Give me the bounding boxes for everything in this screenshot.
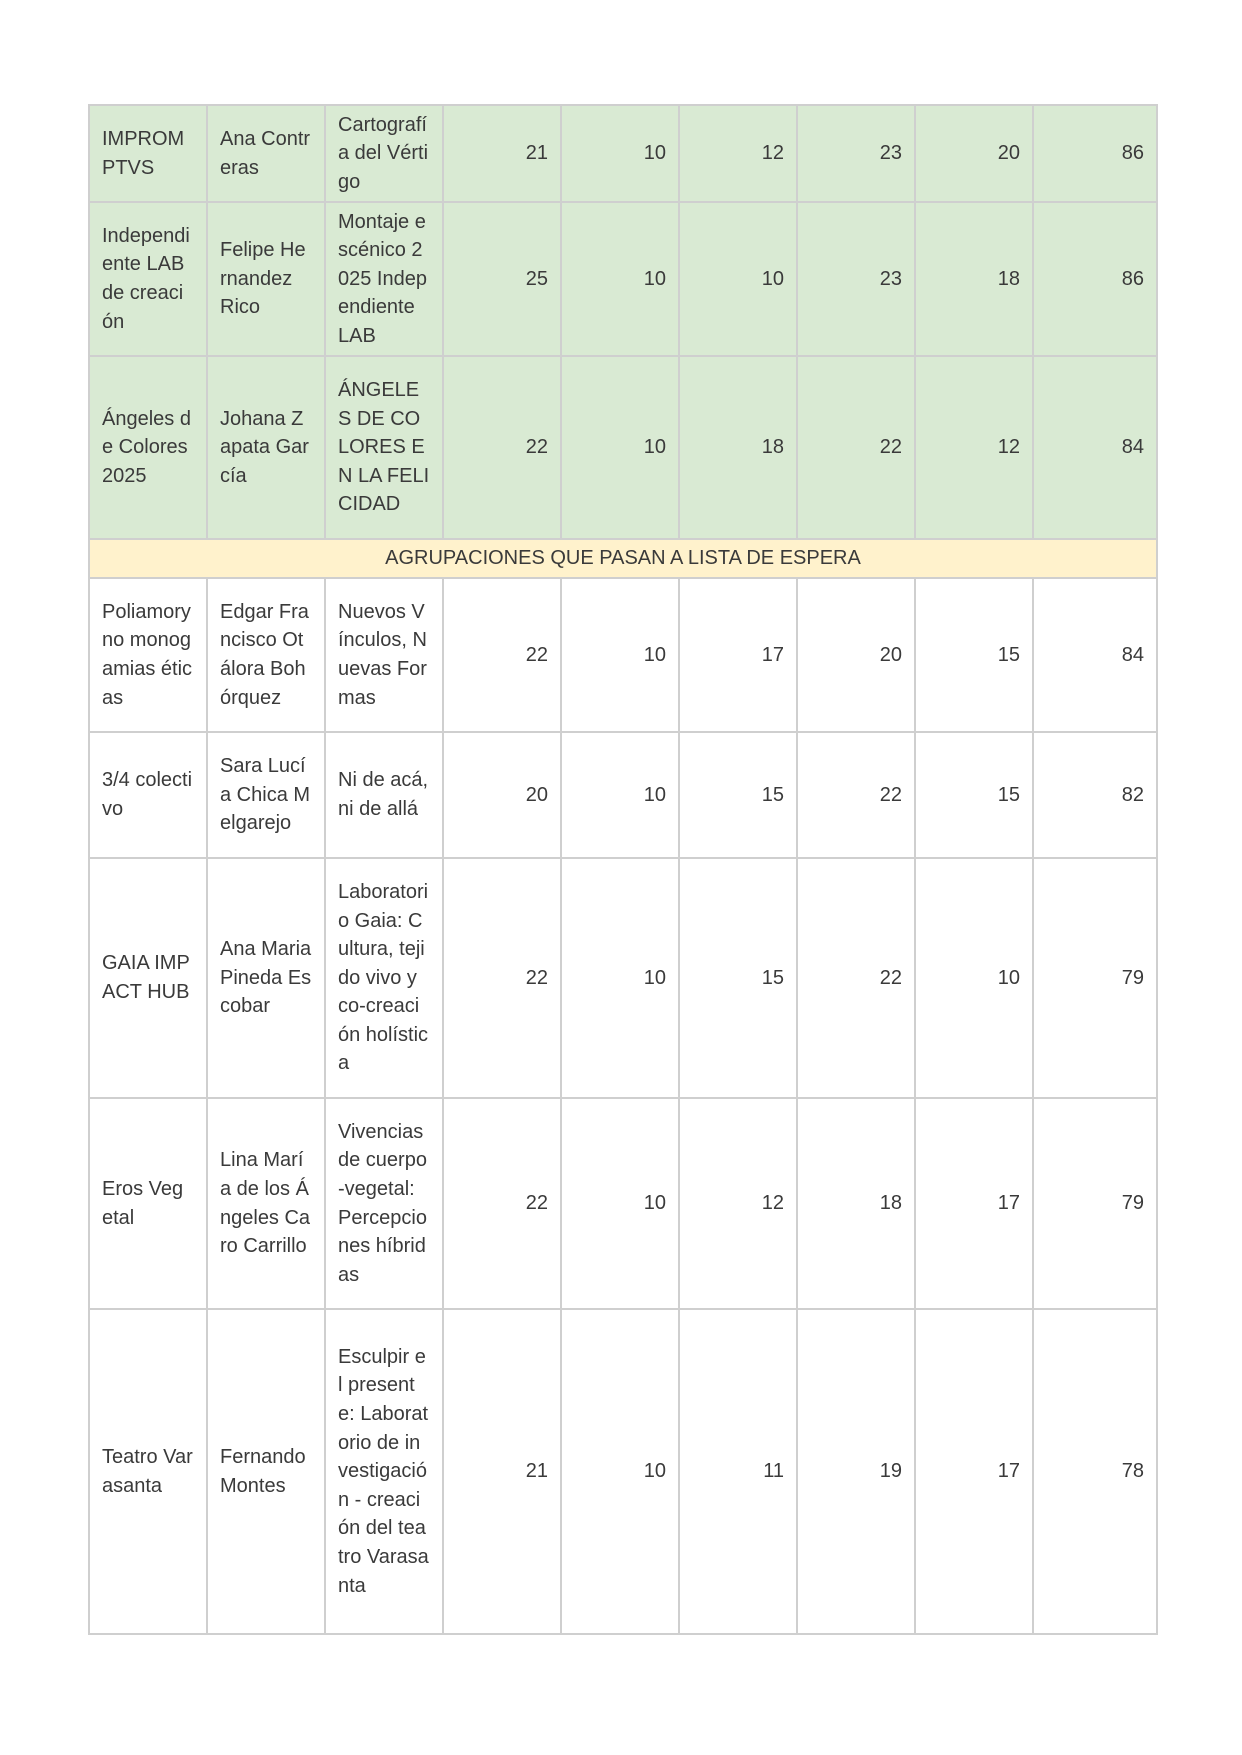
score-cell: 20 [797, 578, 915, 732]
proyecto-cell: Laboratorio Gaia: Cultura, tejido vivo y co-creación holística [325, 858, 443, 1098]
waitlist-header: AGRUPACIONES QUE PASAN A LISTA DE ESPERA [89, 539, 1157, 578]
proyecto-cell: Vivencias de cuerpo-vegetal: Percepciones híbridas [325, 1098, 443, 1309]
total-cell: 86 [1033, 105, 1157, 202]
score-cell: 15 [679, 858, 797, 1098]
responsable-cell: Ana Maria Pineda Escobar [207, 858, 325, 1098]
total-cell: 86 [1033, 202, 1157, 356]
responsable-cell: Edgar Francisco Otálora Bohórquez [207, 578, 325, 732]
score-cell: 20 [915, 105, 1033, 202]
score-cell: 22 [443, 578, 561, 732]
score-cell: 12 [679, 1098, 797, 1309]
table-row [89, 578, 1157, 732]
score-cell: 22 [443, 356, 561, 539]
score-cell: 22 [443, 858, 561, 1098]
score-cell: 10 [561, 105, 679, 202]
proyecto-cell: Cartografía del Vértigo [325, 105, 443, 202]
score-cell: 23 [797, 105, 915, 202]
total-cell: 84 [1033, 578, 1157, 732]
score-cell: 12 [679, 105, 797, 202]
proyecto-cell: Esculpir el presente: Laboratorio de investigación - creación del teatro Varasanta [325, 1309, 443, 1634]
agrupacion-cell: 3/4 colectivo [89, 732, 207, 858]
agrupacion-cell: Poliamory no monogamias éticas [89, 578, 207, 732]
score-cell: 17 [679, 578, 797, 732]
agrupacion-cell: Ángeles de Colores 2025 [89, 356, 207, 539]
responsable-cell: Ana Contreras [207, 105, 325, 202]
agrupacion-cell: Teatro Varasanta [89, 1309, 207, 1634]
score-cell: 23 [797, 202, 915, 356]
table-row [89, 356, 1157, 539]
score-cell: 10 [561, 578, 679, 732]
score-cell: 10 [915, 858, 1033, 1098]
proyecto-cell: Ni de acá, ni de allá [325, 732, 443, 858]
score-cell: 17 [915, 1309, 1033, 1634]
score-cell: 10 [561, 356, 679, 539]
score-cell: 15 [679, 732, 797, 858]
table-row [89, 1309, 1157, 1634]
total-cell: 82 [1033, 732, 1157, 858]
table-row [89, 1098, 1157, 1309]
total-cell: 79 [1033, 1098, 1157, 1309]
score-cell: 10 [561, 1098, 679, 1309]
score-cell: 19 [797, 1309, 915, 1634]
score-cell: 22 [797, 356, 915, 539]
total-cell: 84 [1033, 356, 1157, 539]
agrupacion-cell: Independiente LAB de creación [89, 202, 207, 356]
score-cell: 12 [915, 356, 1033, 539]
score-cell: 15 [915, 578, 1033, 732]
agrupacion-cell: IMPROMPTVS [89, 105, 207, 202]
score-cell: 25 [443, 202, 561, 356]
responsable-cell: Johana Zapata García [207, 356, 325, 539]
responsable-cell: Lina María de los Ángeles Caro Carrillo [207, 1098, 325, 1309]
score-cell: 18 [797, 1098, 915, 1309]
score-cell: 21 [443, 105, 561, 202]
score-cell: 22 [797, 732, 915, 858]
score-cell: 10 [561, 202, 679, 356]
score-cell: 22 [797, 858, 915, 1098]
score-cell: 21 [443, 1309, 561, 1634]
agrupacion-cell: Eros Vegetal [89, 1098, 207, 1309]
table-row [89, 732, 1157, 858]
score-cell: 15 [915, 732, 1033, 858]
responsable-cell: Sara Lucía Chica Melgarejo [207, 732, 325, 858]
proyecto-cell: Nuevos Vínculos, Nuevas Formas [325, 578, 443, 732]
table-row [89, 202, 1157, 356]
proyecto-cell: Montaje escénico 2025 Independiente LAB [325, 202, 443, 356]
score-cell: 10 [561, 732, 679, 858]
score-cell: 11 [679, 1309, 797, 1634]
responsable-cell: Felipe Hernandez Rico [207, 202, 325, 356]
score-cell: 10 [561, 1309, 679, 1634]
table-row [89, 858, 1157, 1098]
score-cell: 18 [915, 202, 1033, 356]
section-header-row [89, 539, 1157, 578]
score-cell: 22 [443, 1098, 561, 1309]
score-cell: 10 [679, 202, 797, 356]
total-cell: 79 [1033, 858, 1157, 1098]
agrupacion-cell: GAIA IMPACT HUB [89, 858, 207, 1098]
score-cell: 10 [561, 858, 679, 1098]
responsable-cell: Fernando Montes [207, 1309, 325, 1634]
score-cell: 18 [679, 356, 797, 539]
proyecto-cell: ÁNGELES DE COLORES EN LA FELICIDAD [325, 356, 443, 539]
total-cell: 78 [1033, 1309, 1157, 1634]
table-row [89, 105, 1157, 202]
score-cell: 17 [915, 1098, 1033, 1309]
results-table [88, 104, 1158, 1635]
score-cell: 20 [443, 732, 561, 858]
